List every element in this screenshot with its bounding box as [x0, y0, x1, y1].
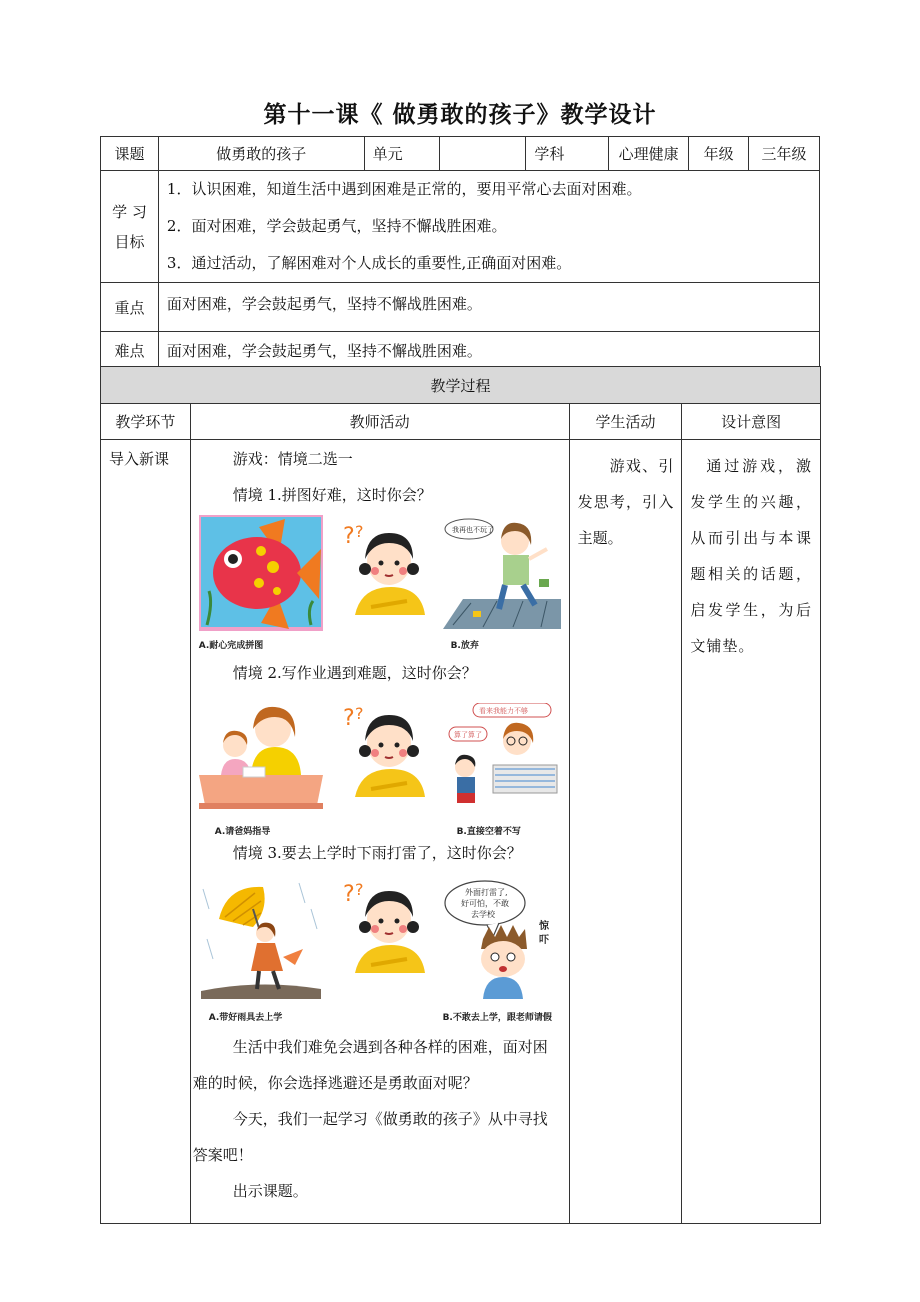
game-title: 游戏：情境二选一: [232, 450, 353, 468]
thinking-girl-icon: [341, 875, 425, 975]
grade-value: 三年级: [749, 137, 820, 171]
objectives-label-line-1: 学 习: [112, 202, 147, 221]
scene-2-question: 情境 2.写作业遇到难题，这时你会？: [232, 664, 477, 682]
key-value: 面对困难，学会鼓起勇气，坚持不懈战胜困难。: [158, 283, 819, 332]
stressed-students-icon: [443, 703, 561, 815]
svg-text:?: ?: [354, 522, 364, 541]
scene-2-bubble-1: 看来我能力不够: [478, 707, 528, 715]
thinking-girl-picture-2: [341, 699, 425, 809]
col-teacher: 教师活动: [190, 404, 569, 440]
shock-label-2: 吓: [538, 935, 549, 946]
topic-label: 课题: [101, 137, 159, 171]
thinking-girl-icon: [341, 517, 425, 617]
thinking-girl-icon: [341, 699, 425, 799]
scene-3-images: [191, 871, 569, 1025]
umbrella-girl-icon: [199, 879, 323, 999]
scene-3-option-b: B.不敢去上学，跟老师请假: [442, 1013, 552, 1023]
scene-3-question: 情境 3.要去上学时下雨打雷了，这时你会？: [232, 844, 522, 862]
subject-label: 学科: [526, 137, 609, 171]
design-intent-text: 通过游戏，激发学生的兴趣，从而引出与本课题相关的话题，启发学生，为后文铺垫。: [690, 457, 812, 655]
scene-2-option-a: A.请爸妈指导: [214, 827, 271, 837]
difficulty-value: 面对困难，学会鼓起勇气，坚持不懈战胜困难。: [158, 332, 819, 370]
objective-item: 2．面对困难，学会鼓起勇气，坚持不懈战胜困难。: [166, 217, 507, 235]
scene-1-option-b: B.放弃: [450, 641, 479, 651]
info-table: [100, 136, 820, 370]
student-activity-text: 游戏、引发思考，引入主题。: [577, 457, 674, 547]
objectives-label-line-2: 目标: [114, 232, 145, 251]
subject-value: 心理健康: [609, 137, 689, 171]
grade-label: 年级: [689, 137, 749, 171]
page-title: 第十一课《 做勇敢的孩子》教学设计: [263, 102, 657, 128]
scene-3-option-a: A.带好雨具去上学: [208, 1013, 283, 1023]
scene-3-bubble-line-3: 去学校: [470, 910, 495, 919]
afraid-picture: [443, 879, 583, 1025]
intro-paragraph-3: 出示课题。: [232, 1182, 308, 1200]
svg-text:?: ?: [354, 880, 364, 899]
scene-3-bubble-line-1: 外面打雷了,: [464, 888, 508, 897]
thinking-girl-picture: [341, 517, 425, 627]
difficulty-label: 难点: [101, 332, 159, 370]
scene-1-bubble: 我再也不玩了: [451, 526, 494, 534]
intro-paragraph-2: 今天，我们一起学习《做勇敢的孩子》从中寻找答案吧！: [192, 1110, 548, 1164]
scene-1-option-a: A.耐心完成拼图: [198, 641, 264, 651]
unit-label: 单元: [364, 137, 439, 171]
objectives-cell: [158, 171, 819, 283]
intro-paragraph-1: 生活中我们难免会遇到各种各样的困难，面对困难的时候，你会选择逃避还是勇敢面对呢？: [192, 1038, 548, 1092]
svg-text:?: ?: [354, 704, 364, 723]
puzzle-fish-icon: [199, 515, 323, 633]
skip-homework-picture: [443, 703, 561, 839]
student-activity-cell: [569, 440, 682, 1224]
process-header: 教学过程: [101, 367, 821, 404]
scene-2-bubble-2: 算了算了: [453, 731, 482, 739]
give-up-picture: [443, 515, 561, 653]
thinking-girl-picture-3: [341, 875, 425, 985]
stage-cell: 导入新课: [101, 440, 191, 1224]
scene-1-images: [191, 513, 569, 653]
design-intent-cell: [682, 440, 821, 1224]
objective-item: 1．认识困难，知道生活中遇到困难是正常的，要用平常心去面对困难。: [166, 180, 642, 198]
puzzle-picture: [199, 515, 323, 653]
col-stage: 教学环节: [101, 404, 191, 440]
parent-help-picture: [199, 703, 323, 839]
svg-text:?: ?: [342, 882, 355, 907]
give-up-girl-icon: [443, 515, 561, 633]
mother-helping-icon: [199, 703, 323, 815]
scared-child-icon: [443, 879, 563, 999]
key-label: 重点: [101, 283, 159, 332]
col-student: 学生活动: [569, 404, 682, 440]
topic-value: 做勇敢的孩子: [158, 137, 364, 171]
teacher-activity-cell: [190, 440, 569, 1224]
svg-text:?: ?: [342, 524, 355, 549]
col-intent: 设计意图: [682, 404, 821, 440]
objectives-label: [101, 171, 159, 283]
scene-2-option-b: B.直接空着不写: [456, 827, 521, 837]
umbrella-picture: [199, 879, 323, 1025]
svg-text:?: ?: [342, 706, 355, 731]
shock-label-1: 惊: [538, 921, 549, 932]
unit-value: [439, 137, 526, 171]
objective-item: 3．通过活动，了解困难对个人成长的重要性,正确面对困难。: [166, 254, 572, 272]
process-table: [100, 366, 821, 1224]
scene-2-images: [191, 691, 569, 839]
scene-3-bubble-line-2: 好可怕，不敢: [460, 899, 509, 908]
scene-1-question: 情境 1.拼图好难，这时你会？: [232, 486, 432, 504]
